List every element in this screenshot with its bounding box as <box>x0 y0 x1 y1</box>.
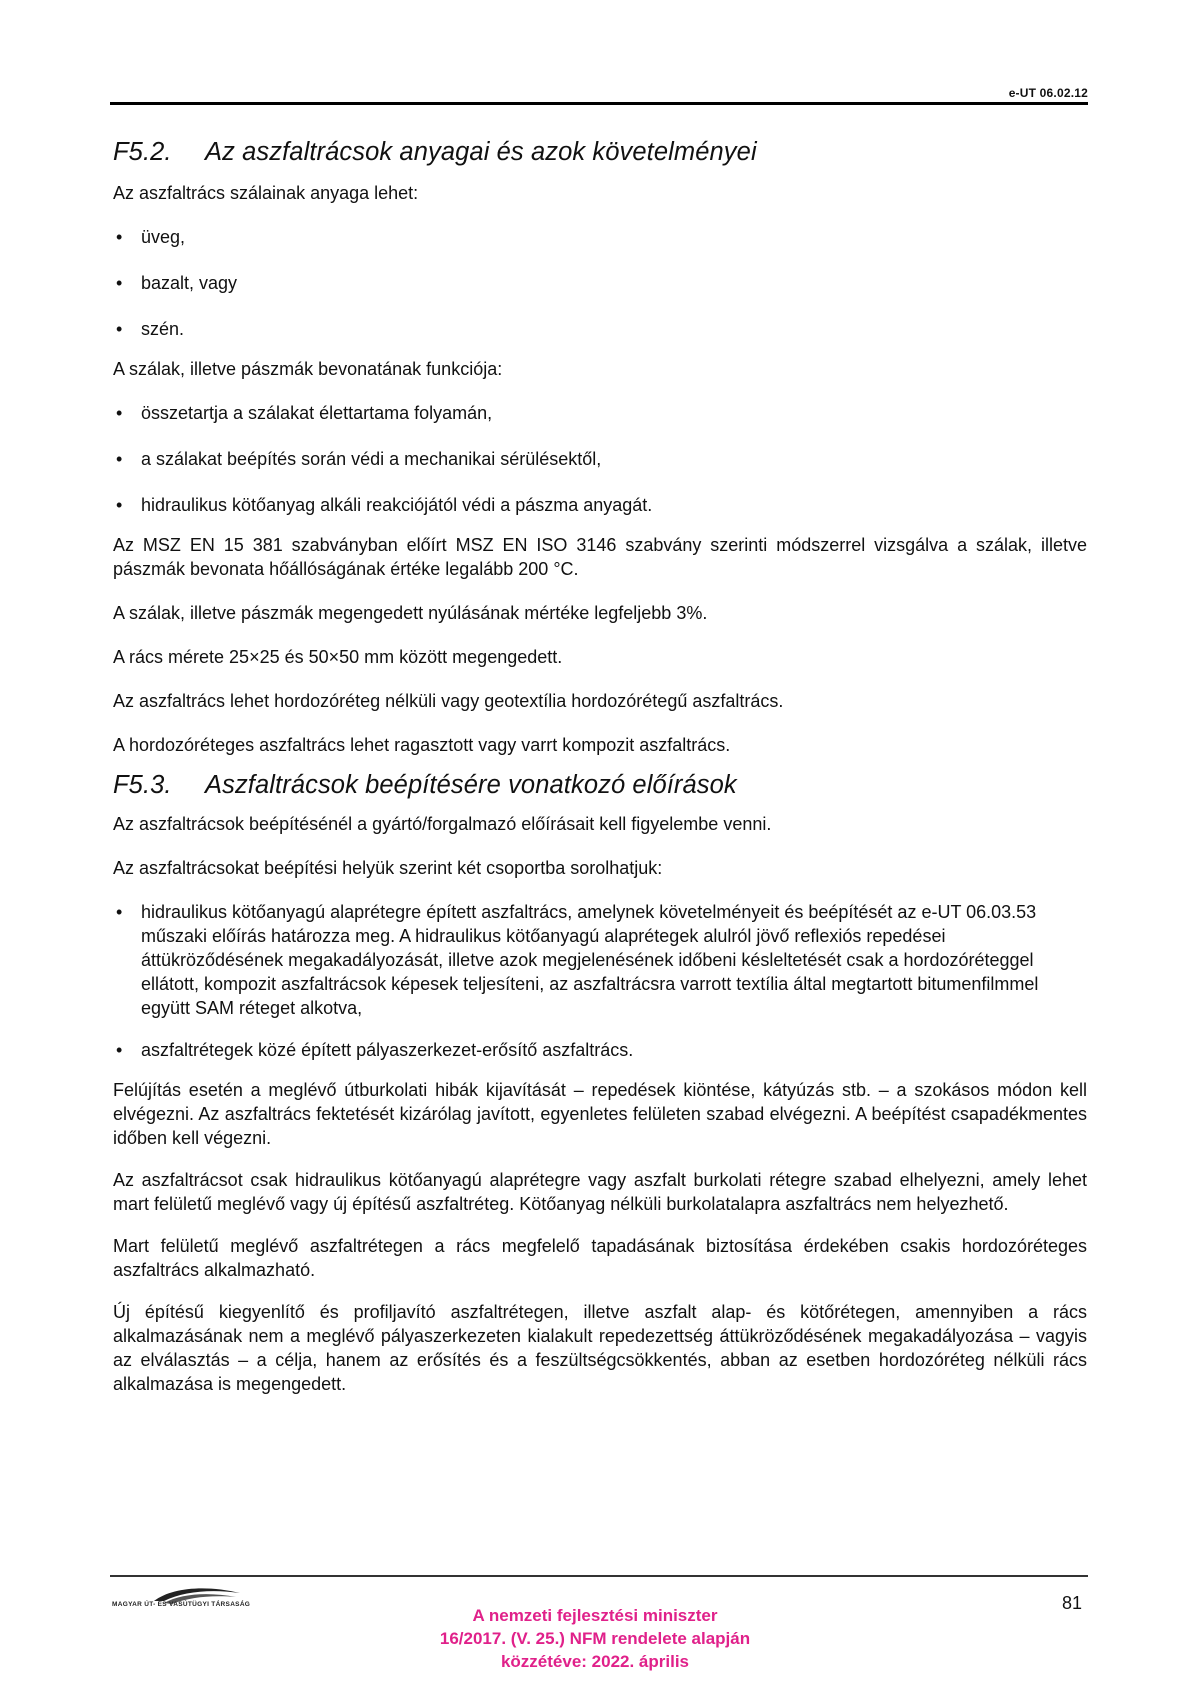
list-item: • aszfaltrétegek közé épített pályaszerkezet-erősítő aszfaltrács. <box>113 1038 1087 1062</box>
paragraph: Mart felületű meglévő aszfaltrétegen a rács megfelelő tapadásának biztosítása érdekében csakis hordozóréteges aszfaltrács alkalmazható. <box>113 1236 1087 1280</box>
paragraph: A rács mérete 25×25 és 50×50 mm között megengedett. <box>113 647 563 667</box>
list-item: • üveg, <box>113 225 1087 249</box>
paragraph: Az aszfaltrácsokat beépítési helyük szerint két csoportba sorolhatjuk: <box>113 858 663 878</box>
paragraph: Az MSZ EN 15 381 szabványban előírt MSZ EN ISO 3146 szabvány szerinti módszerrel vizsgálva a szálak, illetve pászmák bevonata hőállóságának értéke legalább 200 °C. <box>113 535 1087 579</box>
footer-rule <box>110 1575 1088 1577</box>
fiber-material-list <box>113 225 1087 341</box>
list-item: • bazalt, vagy <box>113 271 1087 295</box>
placement-group-list <box>113 900 1087 1062</box>
paragraph: Az aszfaltrácsok beépítésénél a gyártó/forgalmazó előírásait kell figyelembe venni. <box>113 814 772 834</box>
section-number: F5.3. <box>113 771 172 799</box>
coating-function-list <box>113 401 1087 517</box>
society-logo-text: MAGYAR ÚT- ÉS VASÚTÜGYI TÁRSASÁG <box>112 1601 251 1608</box>
section-heading-f5-3 <box>113 771 1087 800</box>
stamp-line: 16/2017. (V. 25.) NFM rendelete alapján <box>439 1629 751 1648</box>
paragraph: A hordozóréteges aszfaltrács lehet ragasztott vagy varrt kompozit aszfaltrács. <box>113 735 731 755</box>
list-item: • szén. <box>113 317 1087 341</box>
paragraph: A szálak, illetve pászmák bevonatának funkciója: <box>113 359 503 379</box>
paragraph: Az aszfaltrácsot csak hidraulikus kötőanyagú alaprétegre vagy aszfalt burkolati rétegre szabad elhelyezni, amely lehet mart felületű meglévő vagy új építésű aszfaltréteg. Kötőanyag nélküli burkolatalapra aszfaltrács nem helyezhető. <box>113 1170 1087 1214</box>
section-title: Az aszfaltrácsok anyagai és azok követelményei <box>205 138 757 166</box>
list-item: • hidraulikus kötőanyagú alaprétegre épített aszfaltrács, amelynek követelményeit és beépítését az e-UT 06.03.53 műszaki előírás határozza meg. A hidraulikus kötőanyagú alaprétegek alulról jövő reflexiós repedései áttükröződésének megakadályozását, illetve azok megjelenésének időbeni késleltetését csak a hordozóréteggel ellátott, kompozit aszfaltrácsok képesek teljesíteni, az aszfaltrácsra varrott textília által megtartott bitumenfilmmel együtt SAM réteget alkotva, <box>113 900 1087 1020</box>
list-item: • összetartja a szálakat élettartama folyamán, <box>113 401 1087 425</box>
document-code: e-UT 06.02.12 <box>1008 86 1088 100</box>
publication-stamp <box>360 1604 830 1673</box>
paragraph: Új építésű kiegyenlítő és profiljavító aszfaltrétegen, illetve aszfalt alap- és kötőrétegen, amennyiben a rács alkalmazásának nem a meglévő pályaszerkezeten kialakult repedezettség áttükröződésének megakadályozása – vagyis az elválasztás – a célja, hanem az erősítés és a feszültségcsökkentés, abban az esetben hordozóréteg nélküli rács alkalmazása is megengedett. <box>113 1302 1087 1394</box>
paragraph: Felújítás esetén a meglévő útburkolati hibák kijavítását – repedések kiöntése, kátyúzás stb. – a szokásos módon kell elvégezni. Az aszfaltrács fektetését kizárólag javított, egyenletes felületen szabad elvégezni. A beépítést csapadékmentes időben kell végezni. <box>113 1080 1087 1148</box>
section-number: F5.2. <box>113 138 172 166</box>
list-item: • hidraulikus kötőanyag alkáli reakciójától védi a pászma anyagát. <box>113 493 1087 517</box>
section-title: Aszfaltrácsok beépítésére vonatkozó előírások <box>205 771 737 799</box>
stamp-line: közzétéve: 2022. április <box>500 1652 690 1671</box>
paragraph: A szálak, illetve pászmák megengedett nyúlásának mértéke legfeljebb 3%. <box>113 603 708 623</box>
list-item: • a szálakat beépítés során védi a mechanikai sérülésektől, <box>113 447 1087 471</box>
paragraph: Az aszfaltrács lehet hordozóréteg nélküli vagy geotextília hordozórétegű aszfaltrács. <box>113 691 784 711</box>
header-rule <box>110 102 1088 105</box>
paragraph: Az aszfaltrács szálainak anyaga lehet: <box>113 183 419 203</box>
stamp-line: A nemzeti fejlesztési miniszter <box>472 1606 718 1625</box>
page-number: 81 <box>1061 1593 1082 1613</box>
section-heading-f5-2 <box>113 138 1087 167</box>
page-content <box>113 138 1087 1412</box>
